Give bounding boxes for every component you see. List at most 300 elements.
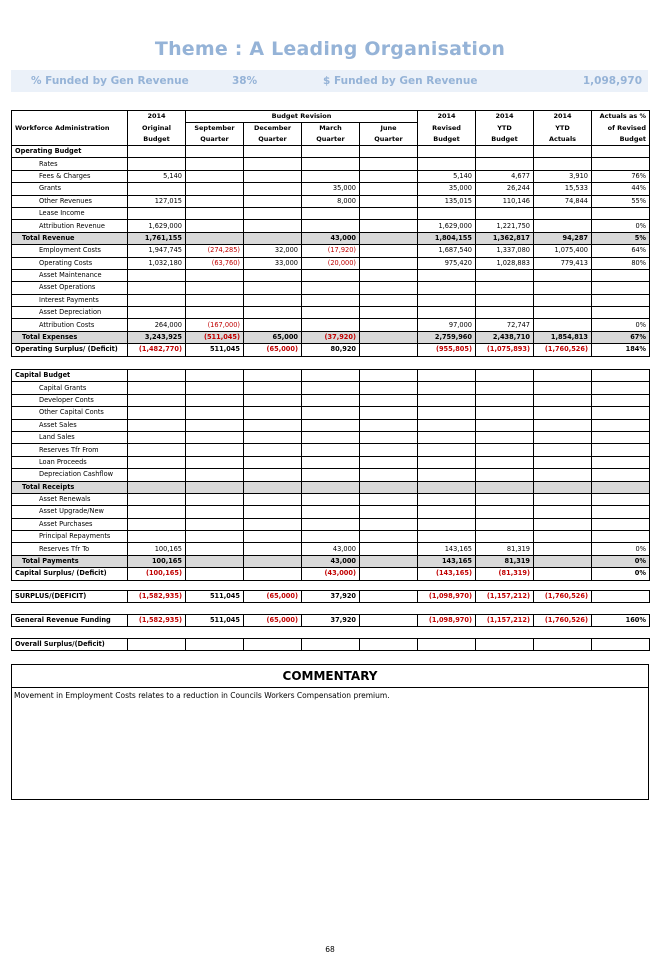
table-cell (244, 419, 302, 431)
col-head-original: Original (128, 123, 186, 135)
table-cell (244, 444, 302, 456)
table-row (12, 170, 650, 182)
table-cell: (20,000) (302, 257, 360, 269)
col-head-september: September (186, 123, 244, 135)
table-cell (592, 419, 650, 431)
table-cell (476, 269, 534, 281)
table-cell (128, 146, 186, 158)
table-cell (534, 555, 592, 567)
table-cell (186, 568, 244, 580)
table-cell (476, 407, 534, 419)
table-cell (360, 370, 418, 382)
table-cell (360, 207, 418, 219)
table-cell (360, 568, 418, 580)
table-cell (186, 183, 244, 195)
table-cell (360, 183, 418, 195)
table-cell (592, 506, 650, 518)
table-cell (302, 307, 360, 319)
table-cell: 1,028,883 (476, 257, 534, 269)
table-row (12, 469, 650, 481)
table-cell: 15,533 (534, 183, 592, 195)
table-cell: 143,165 (418, 555, 476, 567)
col-head-june: June (360, 123, 418, 135)
table-cell (128, 518, 186, 530)
table-cell (186, 207, 244, 219)
table-row (12, 444, 650, 456)
table-cell (302, 220, 360, 232)
table-cell (360, 158, 418, 170)
table-cell: 43,000 (302, 543, 360, 555)
row-label: Developer Conts (12, 394, 128, 406)
table-cell: (143,165) (418, 568, 476, 580)
total-payments-row (12, 555, 650, 567)
table-cell (476, 282, 534, 294)
row-label: Operating Surplus/ (Deficit) (12, 344, 128, 356)
table-cell (418, 207, 476, 219)
table-cell (302, 469, 360, 481)
table-cell: 26,244 (476, 183, 534, 195)
col-head-original-year: 2014 (128, 111, 186, 123)
table-cell (592, 394, 650, 406)
table-cell: 1,221,750 (476, 220, 534, 232)
table-cell (534, 431, 592, 443)
table-cell (128, 307, 186, 319)
table-cell (418, 370, 476, 382)
table-cell (244, 394, 302, 406)
table-cell (592, 518, 650, 530)
table-cell: 32,000 (244, 245, 302, 257)
table-cell (186, 195, 244, 207)
table-cell (186, 282, 244, 294)
capital-section-row (12, 370, 650, 382)
table-cell: 5,140 (128, 170, 186, 182)
table-cell (360, 282, 418, 294)
table-cell (534, 394, 592, 406)
table-cell: 1,629,000 (418, 220, 476, 232)
table-cell (534, 307, 592, 319)
table-cell: (65,000) (244, 591, 302, 603)
col-head-march: March (302, 123, 360, 135)
table-cell (418, 431, 476, 443)
table-cell (186, 407, 244, 419)
table-cell: (65,000) (244, 615, 302, 627)
table-cell (418, 307, 476, 319)
table-cell (186, 481, 244, 493)
table-cell: (274,285) (186, 245, 244, 257)
table-cell (244, 146, 302, 158)
table-cell (128, 639, 186, 651)
table-cell (244, 407, 302, 419)
row-label: Lease Income (12, 207, 128, 219)
table-cell: 0% (592, 543, 650, 555)
table-cell (592, 591, 650, 603)
table-cell (244, 469, 302, 481)
table-row (12, 518, 650, 530)
section-heading: Operating Budget (12, 146, 128, 158)
table-cell (418, 407, 476, 419)
table-cell (592, 493, 650, 505)
col-head-quarter: Quarter (186, 134, 244, 146)
table-cell (476, 394, 534, 406)
table-cell (186, 469, 244, 481)
table-cell (592, 282, 650, 294)
table-cell: 74,844 (534, 195, 592, 207)
col-head-actuals: Actuals (534, 134, 592, 146)
table-cell (418, 146, 476, 158)
table-cell (592, 531, 650, 543)
operating-section-row (12, 146, 650, 158)
table-cell (534, 382, 592, 394)
table-cell (418, 382, 476, 394)
col-head-budget: Budget (418, 134, 476, 146)
table-cell (128, 158, 186, 170)
table-row (12, 158, 650, 170)
row-label: Rates (12, 158, 128, 170)
table-cell: (37,920) (302, 331, 360, 343)
row-label: Grants (12, 183, 128, 195)
table-cell (534, 506, 592, 518)
table-cell (534, 207, 592, 219)
table-cell (244, 481, 302, 493)
table-cell (186, 394, 244, 406)
row-label: Overall Surplus/(Deficit) (12, 639, 128, 651)
table-cell: 1,032,180 (128, 257, 186, 269)
table-cell (592, 307, 650, 319)
col-head-of-revised: of Revised (592, 123, 650, 135)
table-cell (186, 555, 244, 567)
row-label: Asset Purchases (12, 518, 128, 530)
table-cell (186, 146, 244, 158)
table-cell: 184% (592, 344, 650, 356)
table-cell (244, 370, 302, 382)
table-cell (534, 419, 592, 431)
table-cell (128, 506, 186, 518)
table-cell: 2,759,960 (418, 331, 476, 343)
table-cell (244, 207, 302, 219)
table-cell (244, 195, 302, 207)
table-cell (244, 518, 302, 530)
table-cell (302, 370, 360, 382)
table-cell (592, 639, 650, 651)
table-cell: 43,000 (302, 555, 360, 567)
table-cell (302, 146, 360, 158)
table-cell (476, 370, 534, 382)
table-cell (186, 543, 244, 555)
table-cell (534, 518, 592, 530)
table-cell (244, 220, 302, 232)
table-cell (244, 269, 302, 281)
pct-funded-value: 38% (232, 75, 258, 87)
col-head-ytd-actuals: YTD (534, 123, 592, 135)
col-head-revised-year: 2014 (418, 111, 476, 123)
table-cell (360, 506, 418, 518)
table-cell (244, 294, 302, 306)
table-cell (360, 382, 418, 394)
commentary-text: Movement in Employment Costs relates to a reduction in Councils Workers Compensation premium. (14, 691, 390, 700)
table-cell: 81,319 (476, 543, 534, 555)
table-cell (186, 294, 244, 306)
table-cell (128, 282, 186, 294)
dollar-funded-label: $ Funded by Gen Revenue (323, 75, 478, 87)
table-cell (592, 407, 650, 419)
table-cell (244, 158, 302, 170)
table-cell (128, 382, 186, 394)
table-cell (534, 282, 592, 294)
row-label: Asset Sales (12, 419, 128, 431)
table-row (12, 220, 650, 232)
col-head-budget: Budget (592, 134, 650, 146)
table-cell (360, 591, 418, 603)
table-cell (592, 481, 650, 493)
table-cell (360, 431, 418, 443)
table-cell (128, 183, 186, 195)
funding-banner (11, 70, 648, 92)
table-cell (302, 506, 360, 518)
table-cell: 67% (592, 331, 650, 343)
table-cell (244, 456, 302, 468)
table-cell: (511,045) (186, 331, 244, 343)
table-cell: 1,362,817 (476, 232, 534, 244)
table-cell (244, 555, 302, 567)
table-cell (418, 493, 476, 505)
table-cell: 76% (592, 170, 650, 182)
row-label: Attribution Costs (12, 319, 128, 331)
table-cell (302, 282, 360, 294)
table-cell (302, 294, 360, 306)
row-label: Asset Depreciation (12, 307, 128, 319)
table-row (12, 245, 650, 257)
table-cell: 0% (592, 568, 650, 580)
table-cell (418, 506, 476, 518)
table-cell (476, 481, 534, 493)
table-cell: 779,413 (534, 257, 592, 269)
table-cell: 3,243,925 (128, 331, 186, 343)
col-head-quarter: Quarter (302, 134, 360, 146)
table-cell (302, 394, 360, 406)
commentary-heading: COMMENTARY (12, 665, 648, 688)
table-cell (360, 307, 418, 319)
table-cell (302, 319, 360, 331)
table-cell (360, 493, 418, 505)
table-cell (360, 257, 418, 269)
table-cell (244, 382, 302, 394)
table-cell (360, 146, 418, 158)
table-cell (418, 282, 476, 294)
table-row (12, 294, 650, 306)
operating-budget-table (11, 110, 650, 357)
general-revenue-table (11, 614, 650, 627)
table-cell (186, 444, 244, 456)
table-row (12, 257, 650, 269)
row-label: Total Revenue (12, 232, 128, 244)
table-cell (244, 183, 302, 195)
table-cell: (1,582,935) (128, 591, 186, 603)
table-cell (186, 170, 244, 182)
table-cell (534, 493, 592, 505)
row-label: Total Receipts (12, 481, 128, 493)
table-row (12, 506, 650, 518)
table-cell (476, 456, 534, 468)
table-cell: 511,045 (186, 591, 244, 603)
table-cell (360, 220, 418, 232)
table-cell: (1,157,212) (476, 591, 534, 603)
table-cell: (1,098,970) (418, 591, 476, 603)
table-cell (360, 269, 418, 281)
col-head-december: December (244, 123, 302, 135)
row-label: Fees & Charges (12, 170, 128, 182)
table-cell: 64% (592, 245, 650, 257)
table-cell (186, 506, 244, 518)
table-cell (534, 294, 592, 306)
table-cell: (1,760,526) (534, 591, 592, 603)
table-cell (244, 282, 302, 294)
table-cell (302, 518, 360, 530)
table-cell: 1,337,080 (476, 245, 534, 257)
table-cell: 160% (592, 615, 650, 627)
table-cell (186, 232, 244, 244)
table-cell (302, 531, 360, 543)
operating-surplus-row (12, 344, 650, 356)
row-label: Asset Renewals (12, 493, 128, 505)
table-cell: (1,098,970) (418, 615, 476, 627)
col-head-quarter: Quarter (244, 134, 302, 146)
col-head-quarter: Quarter (360, 134, 418, 146)
row-label: Capital Surplus/ (Deficit) (12, 568, 128, 580)
table-cell (534, 481, 592, 493)
table-cell: 81,319 (476, 555, 534, 567)
table-cell (186, 370, 244, 382)
table-cell: (1,760,526) (534, 344, 592, 356)
table-cell: 110,146 (476, 195, 534, 207)
section-heading: Capital Budget (12, 370, 128, 382)
row-label: Loan Proceeds (12, 456, 128, 468)
table-cell (418, 469, 476, 481)
table-cell: (43,000) (302, 568, 360, 580)
table-cell: 0% (592, 319, 650, 331)
page-number: 68 (325, 945, 335, 954)
table-cell (302, 207, 360, 219)
table-cell (186, 220, 244, 232)
table-cell: 1,804,155 (418, 232, 476, 244)
table-cell (534, 269, 592, 281)
table-cell: 100,165 (128, 543, 186, 555)
table-cell: (1,582,935) (128, 615, 186, 627)
table-cell: 2,438,710 (476, 331, 534, 343)
row-label: Asset Upgrade/New (12, 506, 128, 518)
row-label: Employment Costs (12, 245, 128, 257)
table-cell: (1,157,212) (476, 615, 534, 627)
overall-surplus-table (11, 638, 650, 651)
table-row (12, 319, 650, 331)
table-cell (360, 518, 418, 530)
table-cell: 0% (592, 220, 650, 232)
table-cell (476, 294, 534, 306)
table-cell (360, 319, 418, 331)
table-cell: 35,000 (418, 183, 476, 195)
row-label: Attribution Revenue (12, 220, 128, 232)
table-cell (476, 444, 534, 456)
table-cell: 1,629,000 (128, 220, 186, 232)
table-cell (418, 394, 476, 406)
table-cell (186, 307, 244, 319)
table-cell: 511,045 (186, 344, 244, 356)
table-cell: (167,000) (186, 319, 244, 331)
table-cell (534, 220, 592, 232)
table-cell (360, 331, 418, 343)
table-cell (244, 232, 302, 244)
table-cell (360, 419, 418, 431)
table-cell: 94,287 (534, 232, 592, 244)
table-cell (302, 431, 360, 443)
table-cell: 1,687,540 (418, 245, 476, 257)
commentary-box (11, 664, 649, 800)
table-cell: 0% (592, 555, 650, 567)
col-head-budget-revision: Budget Revision (186, 111, 418, 123)
table-row (12, 419, 650, 431)
table-cell (128, 394, 186, 406)
table-cell (592, 269, 650, 281)
table-cell: 35,000 (302, 183, 360, 195)
capital-budget-table (11, 369, 650, 581)
table-cell (476, 639, 534, 651)
table-cell (418, 481, 476, 493)
table-cell (418, 444, 476, 456)
row-label: Other Revenues (12, 195, 128, 207)
col-head-revised: Revised (418, 123, 476, 135)
table-row (12, 207, 650, 219)
table-cell (592, 146, 650, 158)
table-cell (128, 294, 186, 306)
table-cell (534, 407, 592, 419)
table-cell (418, 419, 476, 431)
table-cell (360, 555, 418, 567)
table-cell (476, 158, 534, 170)
table-cell: 5,140 (418, 170, 476, 182)
table-cell (476, 531, 534, 543)
table-cell (128, 407, 186, 419)
table-cell (128, 207, 186, 219)
table-cell (360, 294, 418, 306)
table-cell: 135,015 (418, 195, 476, 207)
table-cell (302, 456, 360, 468)
table-cell (244, 506, 302, 518)
col-head-budget: Budget (476, 134, 534, 146)
table-cell (418, 158, 476, 170)
general-revenue-funding-row (12, 615, 650, 627)
table-cell (360, 481, 418, 493)
table-cell (302, 170, 360, 182)
row-label: Total Payments (12, 555, 128, 567)
table-cell: (100,165) (128, 568, 186, 580)
table-cell (534, 444, 592, 456)
table-cell (592, 456, 650, 468)
table-cell: 5% (592, 232, 650, 244)
table-cell (302, 639, 360, 651)
table-cell: 37,920 (302, 615, 360, 627)
table-cell (360, 543, 418, 555)
table-cell: (63,760) (186, 257, 244, 269)
table-cell (302, 382, 360, 394)
row-label: Other Capital Conts (12, 407, 128, 419)
table-cell (302, 419, 360, 431)
table-cell (360, 444, 418, 456)
table-cell (186, 158, 244, 170)
table-cell (476, 146, 534, 158)
table-cell: 1,947,745 (128, 245, 186, 257)
table-cell (360, 394, 418, 406)
table-cell: 127,015 (128, 195, 186, 207)
table-cell (476, 382, 534, 394)
